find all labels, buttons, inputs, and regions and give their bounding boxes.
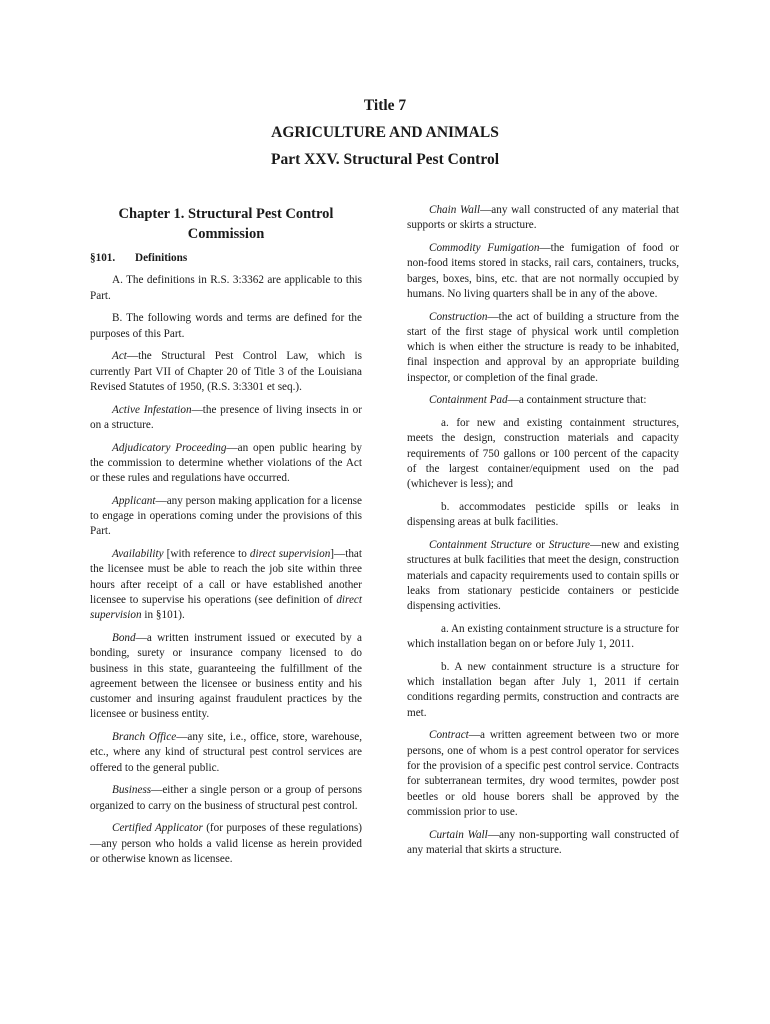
definition-commodity-fumigation	[407, 241, 679, 302]
definition-term: Availability	[112, 548, 164, 561]
definition-act	[90, 349, 362, 395]
definition-text: —either a single person or a group of persons organized to carry on the business of structural pest control.	[90, 784, 362, 812]
definition-term: Chain Wall	[429, 204, 481, 216]
definition-business	[90, 783, 362, 814]
definition-text: [with reference to	[163, 548, 250, 561]
definition-certified-applicator	[90, 821, 362, 867]
definition-text: —the Structural Pest Control Law, which is currently Part VII of Chapter 20 of Title 3 of the Louisiana Revised Statutes of 1950, (R.S. 3:3301 et seq.).	[90, 350, 362, 393]
definition-term: Commodity Fumigation	[429, 241, 540, 254]
definition-bond	[90, 631, 362, 723]
definition-text: —the act of building a structure from the start of the first stage of physical work until completion which is when either the structure is ready to be inhabited, final inspection and approval by an appropriate building inspector, or completion of the final grade.	[407, 310, 679, 384]
definition-availability	[90, 547, 362, 623]
chapter-heading: Chapter 1. Structural Pest Control Commission	[118, 206, 334, 242]
definition-term: Bond	[112, 631, 136, 644]
definition-text: —the presence of living insects in or on a structure.	[90, 403, 362, 431]
title-subject: AGRICULTURE AND ANIMALS	[271, 124, 499, 141]
definition-text: —any site, i.e., office, store, warehouse, etc., where any kind of structural pest control services are offered to the general public.	[90, 731, 362, 774]
definition-term: Act	[112, 350, 127, 363]
definition-branch-office	[90, 730, 362, 776]
definition-adjudicatory-proceeding	[90, 441, 362, 487]
definition-term: Business	[112, 784, 152, 797]
containment-structure-item-a: a. An existing containment structure is a structure for which installation began on or before July 1, 2011.	[407, 622, 679, 651]
containment-structure-item-b: b. A new containment structure is a structure for which installation began after July 1, 2011 if certain conditions regarding permits, construction and contracts are met.	[407, 660, 679, 719]
definition-connector: or	[531, 538, 549, 551]
definition-text: —a containment structure that:	[507, 394, 647, 407]
definition-curtain-wall	[407, 828, 679, 859]
definition-term: Contract	[429, 729, 469, 742]
page-header	[0, 92, 770, 173]
definition-applicant	[90, 494, 362, 540]
cross-reference: direct supervision	[249, 548, 331, 561]
definition-text: —a written agreement between two or more persons, one of whom is a pest control operator for services for the provision of a specific pest control service. Contracts for subterranean termites, dry wood termites, powder post beetles or old house borers shall be approved by the commission prior to use.	[407, 729, 679, 818]
definition-text: ]—that the licensee must be able to reach the job site within three hours after receipt of a call or have established another licensee to supervise his operations (see definition of	[90, 548, 362, 606]
right-column	[407, 203, 679, 866]
left-column	[90, 205, 362, 875]
definition-term: Curtain Wall	[429, 828, 488, 841]
definition-term: Structure	[548, 538, 590, 551]
definition-containment-structure	[407, 538, 679, 614]
definition-contract	[407, 728, 679, 820]
definition-text: —a written instrument issued or executed by a bonding, surety or insurance company licensed to do business in this state, guaranteeing the fulfillment of the agreement between the licensee or business entity and his customer and insuring against fraudulent practices by the licensee or business entity.	[90, 631, 362, 721]
definition-text: in §101).	[141, 609, 185, 622]
definition-containment-pad	[407, 393, 679, 408]
title-number: Title 7	[363, 97, 407, 114]
paragraph-a: A. The definitions in R.S. 3:3362 are applicable to this Part.	[90, 274, 362, 302]
definition-term: Branch Office	[112, 731, 177, 744]
definition-text: —any person making application for a license to engage in operations coming under the provisions of this Part.	[90, 494, 362, 538]
section-heading	[90, 251, 362, 266]
definition-term: Applicant	[112, 494, 156, 507]
part-heading: Part XXV. Structural Pest Control	[270, 151, 500, 168]
definition-term: Containment Pad	[429, 394, 508, 407]
definition-term: Active Infestation	[112, 403, 192, 416]
definition-text: —any wall constructed of any material that supports or skirts a structure.	[407, 204, 679, 232]
cross-reference: direct supervision	[90, 593, 362, 622]
definition-term: Containment Structure	[429, 538, 532, 551]
definition-chain-wall	[407, 203, 679, 234]
definition-text: —an open public hearing by the commission to determine whether violations of the Act or these rules and regulations have occurred.	[90, 441, 362, 485]
definition-term: Certified Applicator	[112, 822, 203, 835]
containment-pad-item-a: a. for new and existing containment structures, meets the design, construction materials and capacity requirements of 750 gallons or 100 percent of the capacity of the largest container/equipment used on the pad (whichever is less); and	[407, 417, 679, 491]
definition-term: Adjudicatory Proceeding	[112, 441, 227, 454]
definition-text: —any non-supporting wall constructed of any material that skirts a structure.	[407, 828, 679, 856]
definition-construction	[407, 310, 679, 386]
definition-text: (for purposes of these regulations)—any person who holds a valid license as herein provided or otherwise known as licensee.	[90, 822, 362, 865]
definition-text: —new and existing structures at bulk facilities that meet the design, construction materials and capacity requirements used to contain spills or leaks from stationary pesticide containers or pesticide dispensing activities.	[407, 538, 679, 613]
definition-text: —the fumigation of food or non-food items stored in stacks, rail cars, containers, trucks, barges, boxes, bins, etc. that are not normally occupied by humans. No living quarters shall be in any of the above.	[407, 241, 680, 300]
section-title: Definitions	[135, 252, 188, 264]
definition-term: Construction	[429, 310, 488, 323]
section-number: §101.	[90, 252, 116, 264]
containment-pad-item-b: b. accommodates pesticide spills or leaks in dispensing areas at bulk facilities.	[407, 501, 679, 529]
definition-active-infestation	[90, 403, 362, 434]
paragraph-b: B. The following words and terms are defined for the purposes of this Part.	[90, 312, 362, 340]
